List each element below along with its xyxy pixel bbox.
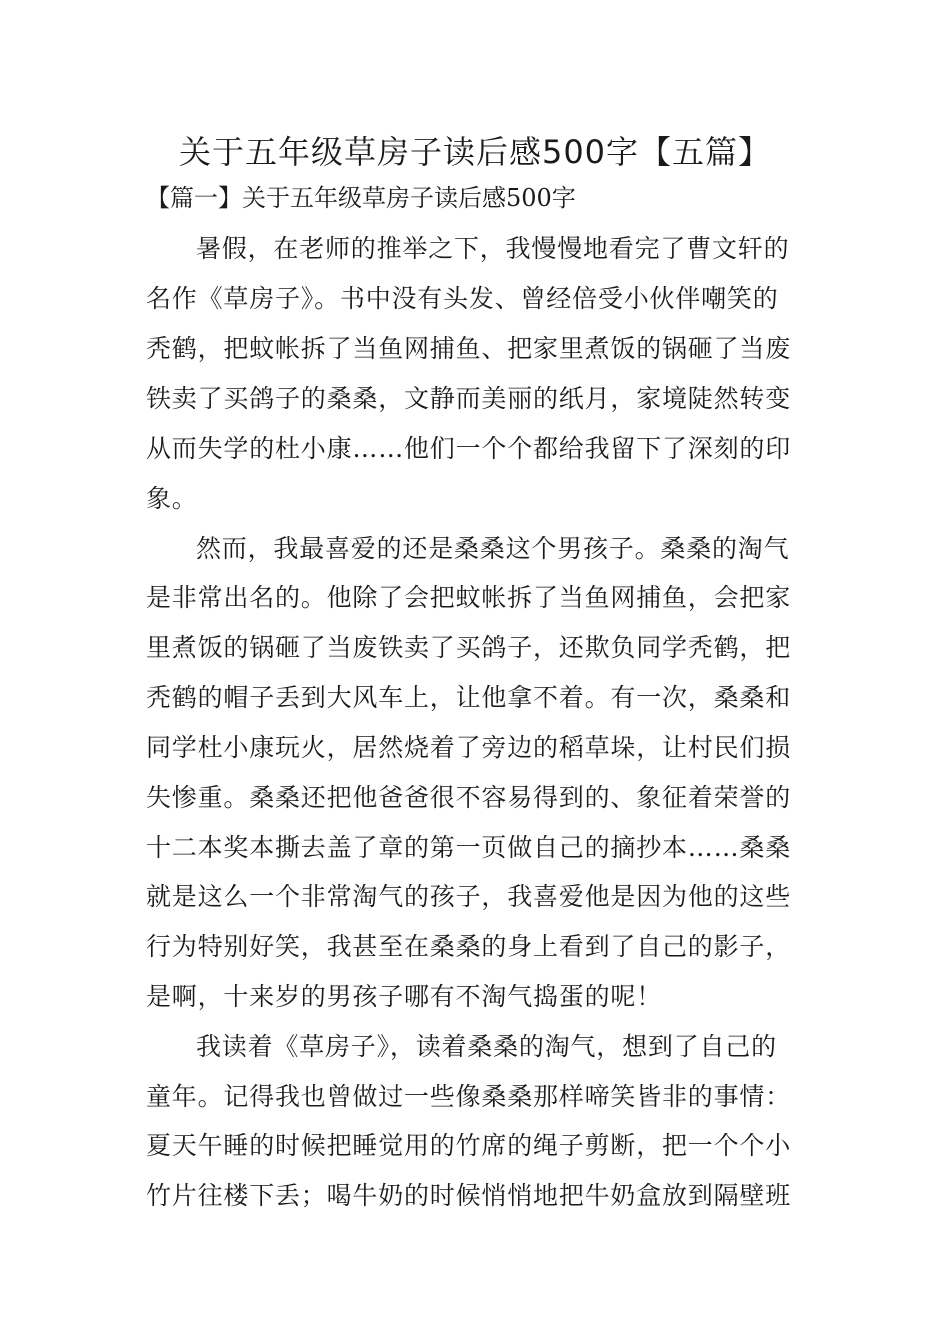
paragraph-line: 十二本奖本撕去盖了章的第一页做自己的摘抄本……桑桑: [146, 833, 792, 862]
paragraph-line: 我读着《草房子》，读着桑桑的淘气，想到了自己的: [196, 1032, 777, 1061]
paragraph-line: 就是这么一个非常淘气的孩子，我喜爱他是因为他的这些: [146, 882, 792, 911]
paragraph-line: 同学杜小康玩火，居然烧着了旁边的稻草垛，让村民们损: [146, 733, 792, 762]
paragraph-line: 名作《草房子》。书中没有头发、曾经倍受小伙伴嘲笑的: [146, 284, 779, 313]
paragraph-line: 夏天午睡的时候把睡觉用的竹席的绳子剪断，把一个个小: [146, 1131, 792, 1160]
paragraph-line: 然而，我最喜爱的还是桑桑这个男孩子。桑桑的淘气: [196, 534, 790, 563]
paragraph-line: 暑假，在老师的推举之下，我慢慢地看完了曹文轩的: [196, 234, 790, 263]
paragraph-line: 失惨重。桑桑还把他爸爸很不容易得到的、象征着荣誉的: [146, 783, 792, 812]
document-title: 关于五年级草房子读后感500字【五篇】: [178, 133, 772, 171]
paragraph-line: 铁卖了买鸽子的桑桑，文静而美丽的纸月，家境陡然转变: [146, 384, 792, 413]
paragraph-line: 竹片往楼下丢；喝牛奶的时候悄悄地把牛奶盒放到隔壁班: [146, 1181, 792, 1210]
paragraph-line: 象。: [146, 484, 198, 513]
paragraph-line: 童年。记得我也曾做过一些像桑桑那样啼笑皆非的事情：: [146, 1082, 792, 1111]
section-heading: 【篇一】关于五年级草房子读后感500字: [146, 184, 576, 212]
paragraph-line: 里煮饭的锅砸了当废铁卖了买鸽子，还欺负同学秃鹤，把: [146, 633, 792, 662]
paragraph-line: 秃鹤，把蚊帐拆了当鱼网捕鱼、把家里煮饭的锅砸了当废: [146, 334, 792, 363]
paragraph-line: 秃鹤的帽子丢到大风车上，让他拿不着。有一次，桑桑和: [146, 683, 792, 712]
paragraph-line: 从而失学的杜小康……他们一个个都给我留下了深刻的印: [146, 434, 792, 463]
paragraph-line: 行为特别好笑，我甚至在桑桑的身上看到了自己的影子，: [146, 932, 792, 961]
paragraph-line: 是啊，十来岁的男孩子哪有不淘气捣蛋的呢！: [146, 982, 663, 1011]
paragraph-line: 是非常出名的。他除了会把蚊帐拆了当鱼网捕鱼，会把家: [146, 583, 792, 612]
